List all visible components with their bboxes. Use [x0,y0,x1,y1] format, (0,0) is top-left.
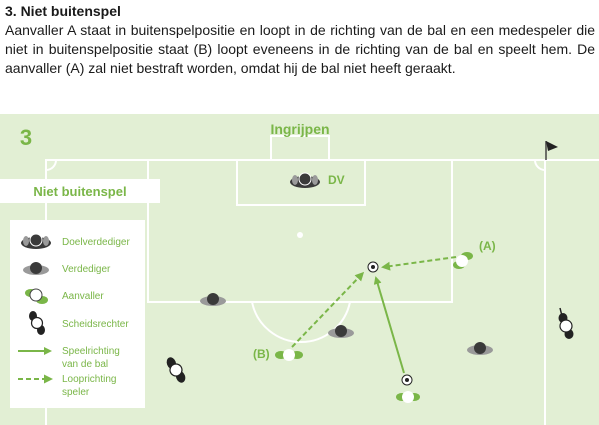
verdict-text: Niet buitenspel [33,184,127,199]
player-b-label: (B) [253,347,270,361]
section-heading: 3. Niet buitenspel [5,3,121,19]
player-a-label: (A) [479,239,496,253]
legend-label-ball-path-2: van de bal [62,359,109,370]
legend [10,220,145,408]
legend-label-attacker: Aanvaller [62,291,104,302]
diagram-title: Ingrijpen [270,121,330,137]
goalkeeper-label: DV [328,173,345,187]
ball-icon [402,375,412,385]
legend-label-player-run-1: Looprichting [62,374,117,385]
offside-diagram [0,114,599,425]
legend-label-player-run-2: speler [62,387,90,398]
legend-label-referee: Scheidsrechter [62,319,129,330]
legend-label-goalkeeper: Doelverdediger [62,237,130,248]
intro-paragraph: Aanvaller A staat in buitenspelpositie en loopt in de richting van de bal en een medespeler die niet in buitenspelpositie staat (B) loopt eveneens in de richting van de bal en speelt hem. De aanvaller (A) zal niet bestraft worden, omdat hij de bal niet heeft geraakt. [5,22,595,76]
diagram-number: 3 [19,125,33,150]
legend-label-ball-path-1: Speelrichting [62,346,120,357]
penalty-spot [297,232,303,238]
legend-goalkeeper-icon [21,234,51,249]
diagram [0,114,599,425]
goalkeeper-dv-icon [290,173,320,188]
ball-icon [368,262,378,272]
legend-label-defender: Verdediger [62,264,111,275]
